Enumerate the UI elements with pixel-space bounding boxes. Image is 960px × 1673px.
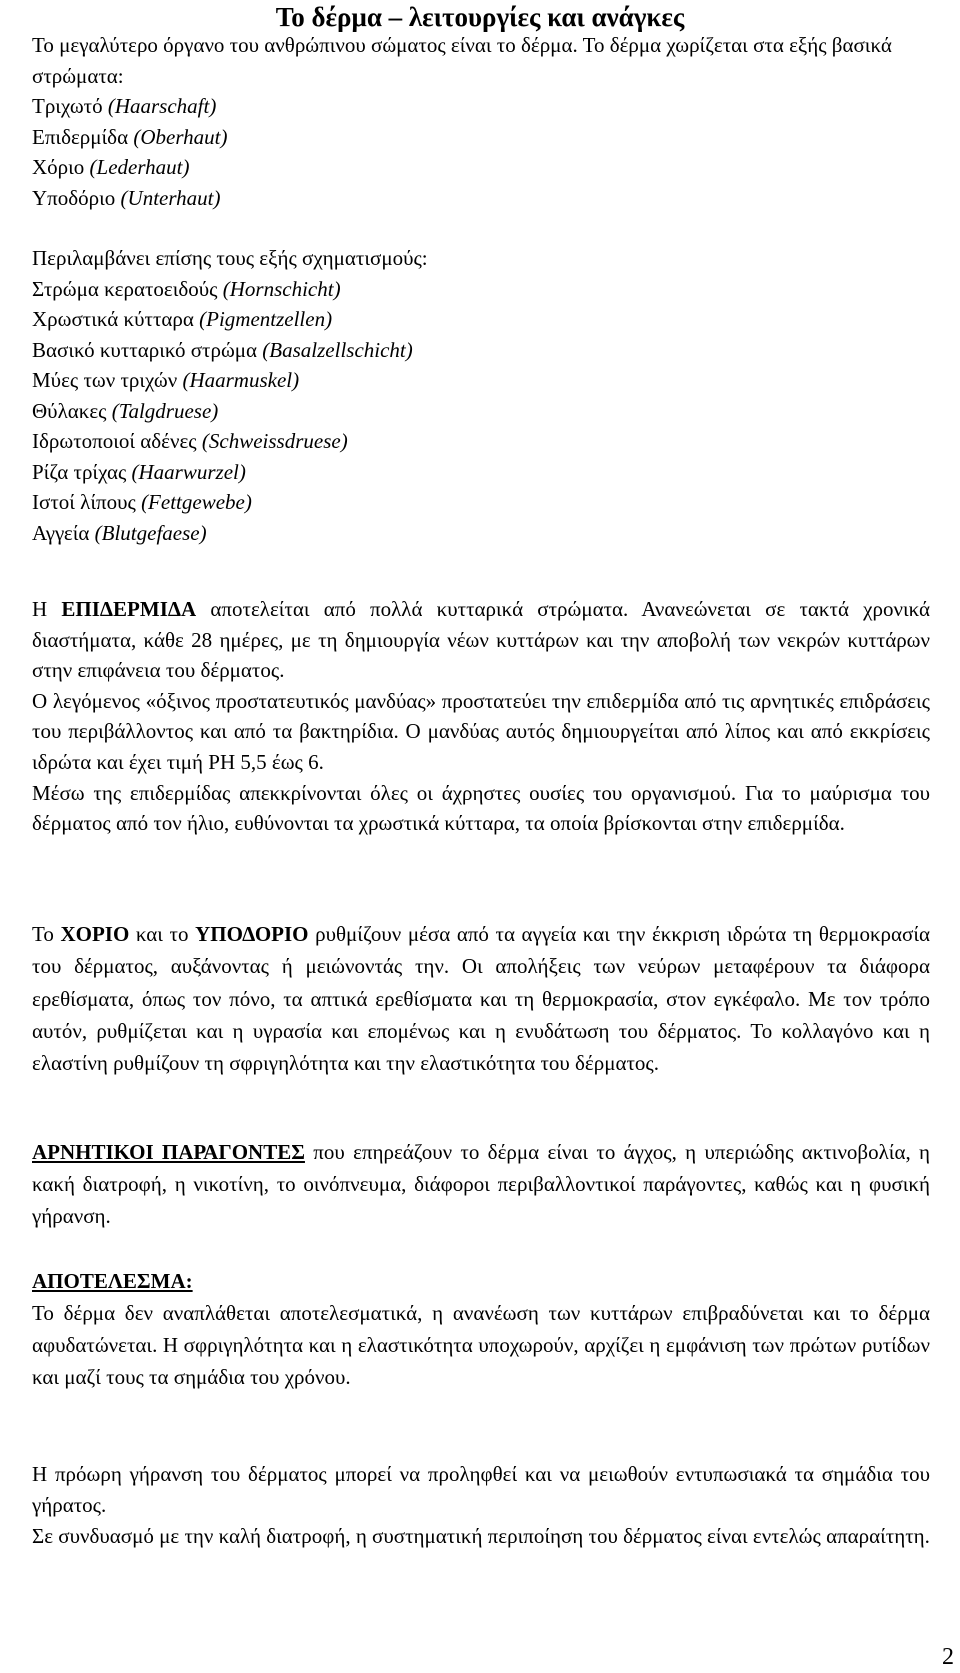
list-item: Μύες των τριχών (Haarmuskel) [32,368,300,392]
epidermis-paragraph-1: Η ΕΠΙΔΕΡΜΙΔΑ αποτελείται από πολλά κυτταρικά στρώματα. Ανανεώνεται σε τακτά χρονικά διαστήματα, κάθε 28 ημέρες, με τη δημιουργία νέων κυττάρων και την αποβολή των νεκρών κυττάρων στην επιφάνεια του δέρματος. [32,597,930,683]
dermis-section [32,918,930,1079]
list-item: Ιδρωτοποιοί αδένες (Schweissdruese) [32,429,348,453]
result-heading: ΑΠΟΤΕΛΕΣΜΑ: [32,1269,193,1293]
list-item: Τριχωτό (Haarschaft) [32,94,217,118]
list-item: Στρώμα κερατοειδούς (Hornschicht) [32,276,341,301]
intro-text: Το μεγαλύτερο όργανο του ανθρώπινου σώματος είναι το δέρμα. Το δέρμα χωρίζεται στα εξής βασικά στρώματα: [32,33,892,88]
list-item: Βασικό κυτταρικό στρώμα (Basalzellschicht) [32,337,413,362]
epidermis-paragraph-2: Ο λεγόμενος «όξινος προστατευτικός μανδύας» προστατεύει την επιδερμίδα από τις αρνητικές επιδράσεις του περιβάλλοντος και από τα βακτηρίδια. Ο μανδύας αυτός δημιουργείται από λίπος και από εκκρίσεις ιδρώτα και έχει τιμή PH 5,5 έως 6. [32,688,930,774]
epidermis-paragraph-3: Μέσω της επιδερμίδας απεκκρίνονται όλες οι άχρηστες ουσίες του οργανισμού. Για το μαύρισμα του δέρματος από τον ήλιο, ευθύνονται τα χρωστικά κύτταρα, τα οποία βρίσκονται στην επιδερμίδα. [32,780,930,836]
result-paragraph: Το δέρμα δεν αναπλάθεται αποτελεσματικά, η ανανέωση των κυττάρων επιβραδύνεται και το δέρμα αφυδατώνεται. Η σφριγηλότητα και η ελαστικότητα υποχωρούν, αρχίζει η εμφάνιση των πρώτων ρυτίδων και μαζί τους τα σημάδια του χρόνου. [32,1301,930,1389]
page-title: Το δέρμα – λειτουργίες και ανάγκες [275,2,685,32]
list-item: Υποδόριο (Unterhaut) [32,185,221,210]
formations-section [32,243,930,548]
list-item: Ρίζα τρίχας (Haarwurzel) [32,459,246,484]
dermis-paragraph: Το ΧΟΡΙΟ και το ΥΠΟΔΟΡΙΟ ρυθμίζουν μέσα από τα αγγεία και την έκκριση ιδρώτα τη θερμοκρασία του δέρματος, αυξάνοντας ή μειώνοντάς την. Οι απολήξεις των νεύρων μεταφέρουν τα διάφορα ερεθίσματα, όπως τον πόνο, τα απτικά ερεθίσματα και τη θερμοκρασία, στον εγκέφαλο. Με τον τρόπο αυτόν, ρυθμίζεται και η υγρασία και επομένως και η ενυδάτωση του δέρματος. Το κολλαγόνο και η ελαστίνη ρυθμίζουν τη σφριγηλότητα και την ελαστικότητα του δέρματος. [32,922,930,1076]
intro-section [32,30,930,213]
list-item: Ιστοί λίπους (Fettgewebe) [32,490,252,514]
list-item: Αγγεία (Blutgefaese) [32,520,207,545]
result-section [32,1265,930,1393]
list-item: Επιδερμίδα (Oberhaut) [32,124,228,149]
list-item: Χρωστικά κύτταρα (Pigmentzellen) [32,307,333,331]
list-item: Χόριο (Lederhaut) [32,155,190,179]
negative-factors-paragraph: ΑΡΝΗΤΙΚΟΙ ΠΑΡΑΓΟΝΤΕΣ που επηρεάζουν το δέρμα είναι το άγχος, η υπεριώδης ακτινοβολία, η κακή διατροφή, η νικοτίνη, το οινόπνευμα, διάφοροι περιβαλλοντικοί παράγοντες, καθώς και η φυσική γήρανση. [32,1140,931,1228]
list-item: Θύλακες (Talgdruese) [32,398,219,423]
formations-heading: Περιλαμβάνει επίσης τους εξής σχηματισμούς: [32,246,428,270]
closing-paragraph-1: Η πρόωρη γήρανση του δέρματος μπορεί να προληφθεί και να μειωθούν εντυπωσιακά τα σημάδια του γήρατος. [32,1462,930,1517]
closing-paragraph-2: Σε συνδυασμό με την καλή διατροφή, η συστηματική περιποίηση του δέρματος είναι εντελώς απαραίτητη. [32,1524,930,1548]
epidermis-section [32,594,930,839]
negative-factors-section [32,1136,930,1232]
closing-section [32,1459,930,1552]
page-number: 2 [942,1644,954,1670]
